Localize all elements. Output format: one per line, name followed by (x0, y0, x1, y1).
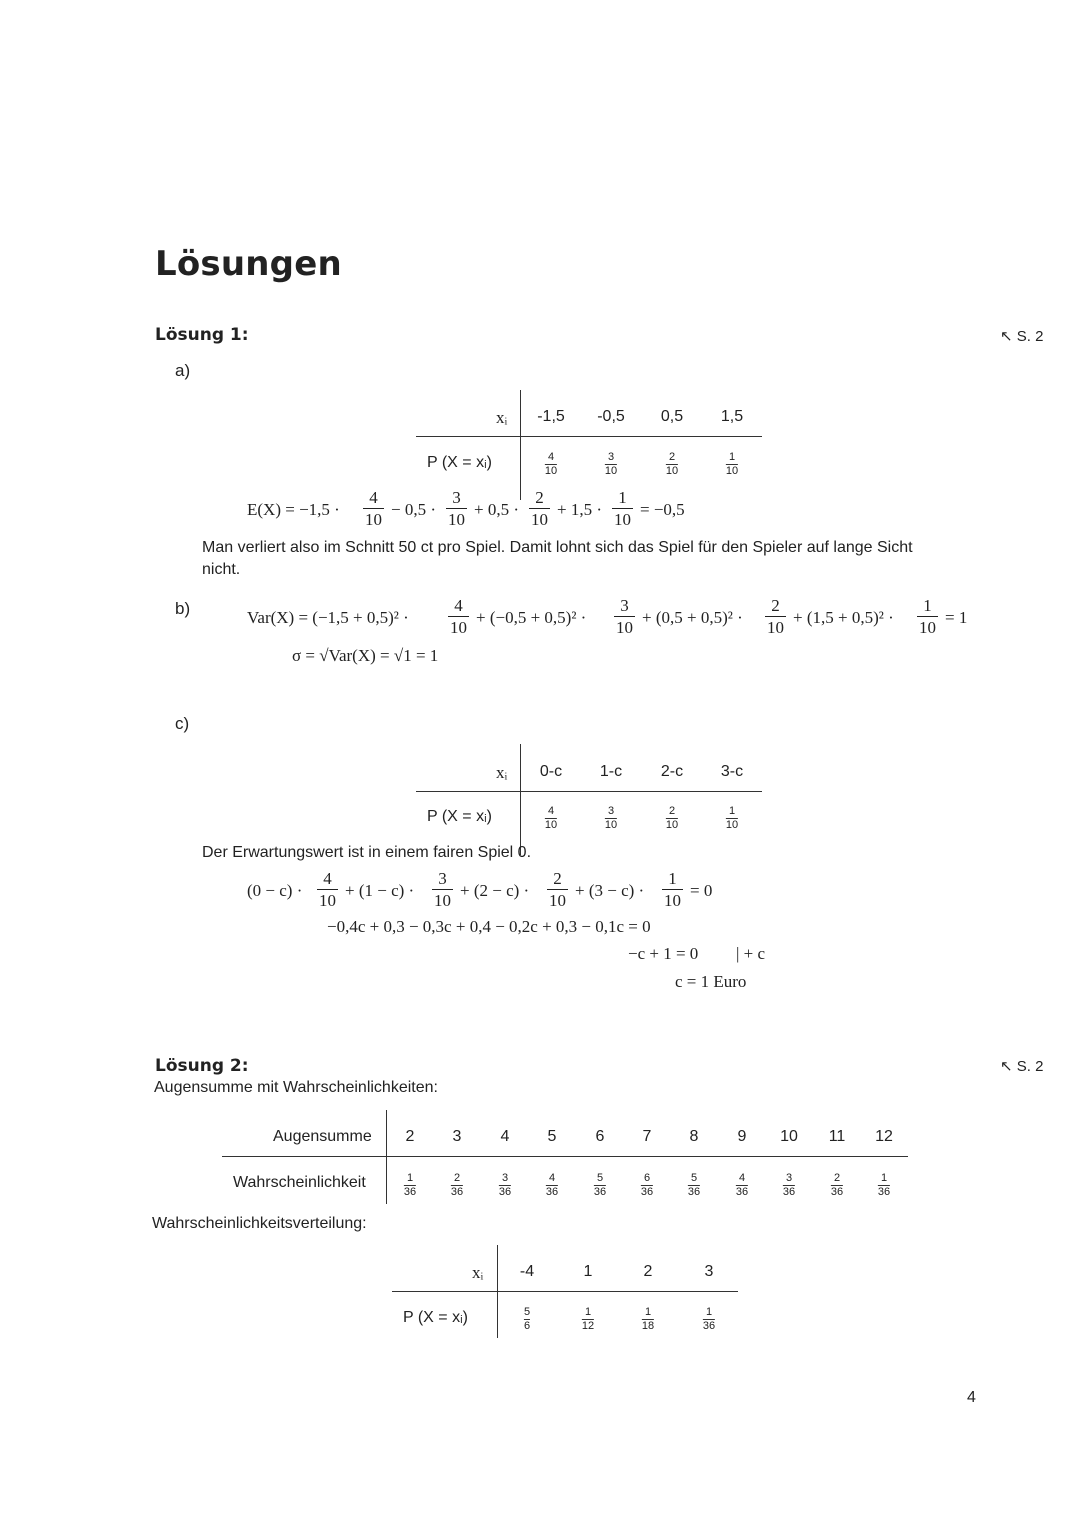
table-c-prob: 3 10 (604, 805, 618, 831)
sum-value: 5 (547, 1128, 557, 1145)
sum-prob: 4 36 (545, 1172, 559, 1198)
sum-value: 8 (689, 1128, 699, 1145)
table-c-prob: 4 10 (544, 805, 558, 831)
sum-prob: 6 36 (640, 1172, 654, 1198)
ex-fraction: 2 10 (531, 488, 548, 529)
ex-fraction: 3 10 (448, 488, 465, 529)
solution-1-heading: Lösung 1: (155, 325, 249, 345)
eqc-result: = 0 (690, 881, 713, 900)
eqc-term: + (1 − c) · (345, 881, 415, 900)
sum-value: 9 (737, 1128, 747, 1145)
page-number: 4 (967, 1389, 976, 1406)
table-a-value: 0,5 (660, 408, 684, 425)
ex-result: = −0,5 (640, 500, 685, 519)
table-c-p-label: P (X = xᵢ) (427, 808, 492, 825)
part-b-label: b) (175, 599, 191, 618)
table-a-prob: 3 10 (604, 451, 618, 477)
table-2-prob: 1 36 (702, 1306, 716, 1332)
table-a-prob: 4 10 (544, 451, 558, 477)
eqc-term: + (2 − c) · (460, 881, 530, 900)
back-link-s2-first[interactable]: ↖ S. 2 (1000, 328, 1044, 345)
table-2-prob: 1 12 (581, 1306, 595, 1332)
eqc-fraction: 4 10 (319, 869, 336, 910)
var-term: + (1,5 + 0,5)² · (793, 608, 894, 627)
text-c: Der Erwartungswert ist in einem fairen Spiel 0. (202, 844, 532, 861)
table-2-value: 1 (583, 1263, 593, 1280)
eqc-line4: c = 1 Euro (675, 972, 747, 991)
table-a-value: 1,5 (720, 408, 744, 425)
eqc-term: (0 − c) · (247, 881, 303, 900)
part-c-label: c) (175, 714, 190, 733)
ex-lhs: E(X) = −1,5 · (247, 500, 340, 519)
text-a-line1: Man verliert also im Schnitt 50 ct pro Spiel. Damit lohnt sich das Spiel für den Spieler auf lange Sicht (202, 539, 913, 556)
var-fraction: 4 10 (450, 596, 467, 637)
sum-value: 11 (828, 1128, 846, 1145)
sum-prob: 1 36 (877, 1172, 891, 1198)
table-2-prob: 5 6 (523, 1306, 531, 1332)
table-c-xi-label: xᵢ (496, 763, 508, 782)
distribution-label: Wahrscheinlichkeitsverteilung: (152, 1215, 367, 1232)
table-a-xi-label: xᵢ (496, 408, 508, 427)
table-c-value: 3-c (720, 763, 744, 780)
page-title: Lösungen (155, 244, 342, 284)
sum-prob: 5 36 (593, 1172, 607, 1198)
sum-row-label: Augensumme (273, 1128, 372, 1145)
prob-row-label: Wahrscheinlichkeit (233, 1174, 366, 1191)
var-fraction: 1 10 (919, 596, 936, 637)
ex-term: + 1,5 · (557, 500, 602, 519)
back-link-s2-second[interactable]: ↖ S. 2 (1000, 1058, 1044, 1075)
solution-2-heading: Lösung 2: (155, 1056, 249, 1076)
table-a-prob: 1 10 (725, 451, 739, 477)
table-a-value: -1,5 (537, 408, 565, 425)
text-a-line2: nicht. (202, 561, 241, 578)
sum-value: 2 (405, 1128, 415, 1145)
eqc-fraction: 2 10 (549, 869, 566, 910)
sum-prob: 3 36 (782, 1172, 796, 1198)
table-c-prob: 1 10 (725, 805, 739, 831)
eqc-line2: −0,4c + 0,3 − 0,3c + 0,4 − 0,2c + 0,3 − 0,1c = 0 (327, 917, 651, 936)
solution-2-subtitle: Augensumme mit Wahrscheinlichkeiten: (154, 1079, 438, 1096)
sum-value: 12 (875, 1128, 893, 1145)
table-a-p-label: P (X = xᵢ) (427, 454, 492, 471)
eqc-term: + (3 − c) · (575, 881, 645, 900)
var-fraction: 2 10 (767, 596, 784, 637)
sum-value: 4 (500, 1128, 510, 1145)
table-2-p-label: P (X = xᵢ) (403, 1309, 468, 1326)
eqc-line3-op: | + c (736, 944, 766, 963)
table-c-value: 0-c (539, 763, 563, 780)
table-a-value: -0,5 (597, 408, 625, 425)
var-result: = 1 (945, 608, 968, 627)
sum-value: 3 (452, 1128, 462, 1145)
table-2-value: 3 (704, 1263, 714, 1280)
table-2-value: 2 (643, 1263, 653, 1280)
sum-prob: 1 36 (403, 1172, 417, 1198)
ex-term: + 0,5 · (474, 500, 519, 519)
sum-value: 6 (595, 1128, 605, 1145)
ex-fraction: 1 10 (614, 488, 631, 529)
sum-prob: 5 36 (687, 1172, 701, 1198)
sum-prob: 2 36 (830, 1172, 844, 1198)
sum-value: 7 (642, 1128, 652, 1145)
table-c-value: 1-c (599, 763, 623, 780)
var-lhs: Var(X) = (−1,5 + 0,5)² · (247, 608, 409, 627)
table-a-prob: 2 10 (665, 451, 679, 477)
sum-prob: 3 36 (498, 1172, 512, 1198)
ex-fraction: 4 10 (365, 488, 382, 529)
var-fraction: 3 10 (616, 596, 633, 637)
table-c-prob: 2 10 (665, 805, 679, 831)
table-2-value: -4 (519, 1263, 535, 1280)
table-c-value: 2-c (660, 763, 684, 780)
var-term: + (0,5 + 0,5)² · (642, 608, 743, 627)
part-a-label: a) (175, 361, 191, 380)
ex-term: − 0,5 · (391, 500, 436, 519)
sum-prob: 4 36 (735, 1172, 749, 1198)
eqc-fraction: 3 10 (434, 869, 451, 910)
sum-prob: 2 36 (450, 1172, 464, 1198)
table-2-xi-label: xᵢ (472, 1263, 484, 1282)
sigma-formula: σ = √Var(X) = √1 = 1 (292, 646, 439, 665)
table-2-prob: 1 18 (641, 1306, 655, 1332)
eqc-line3: −c + 1 = 0 (628, 944, 699, 963)
sum-value: 10 (780, 1128, 798, 1145)
eqc-fraction: 1 10 (664, 869, 681, 910)
var-term: + (−0,5 + 0,5)² · (476, 608, 587, 627)
